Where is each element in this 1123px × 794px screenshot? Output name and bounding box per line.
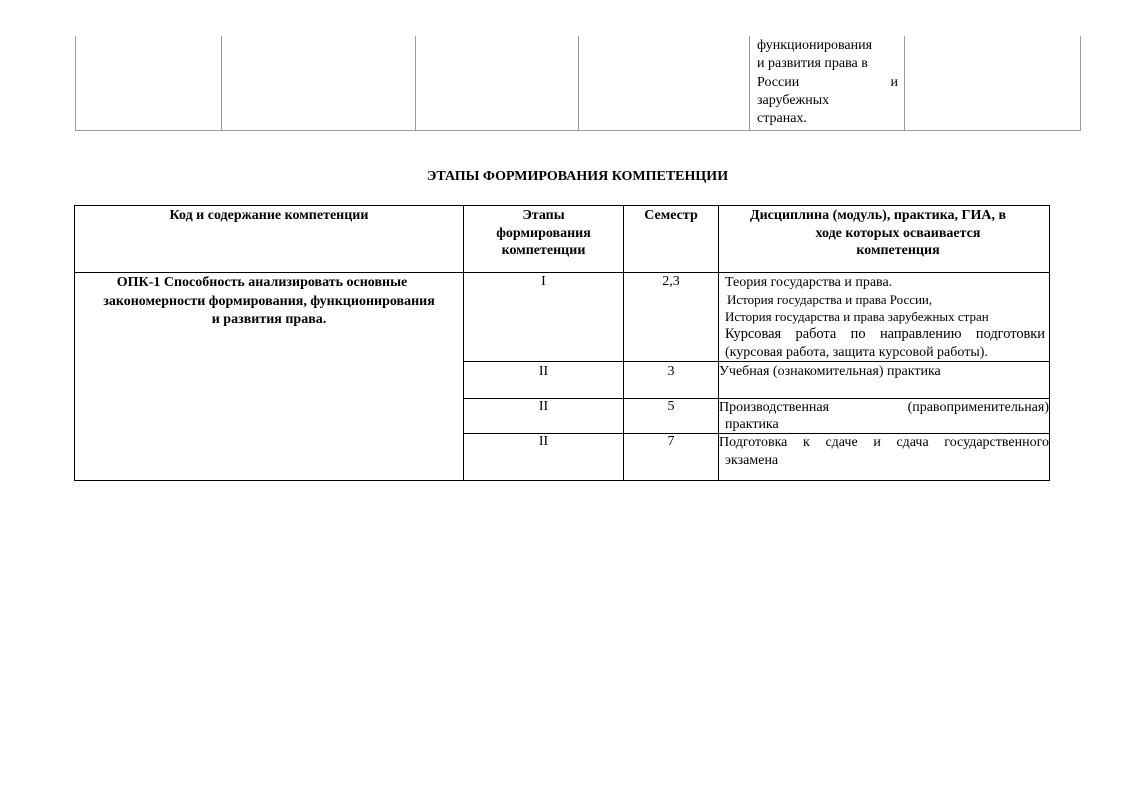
semester-cell: 5	[667, 399, 675, 414]
semester-cell: 3	[667, 364, 675, 379]
discipline-line: История государства и права России,	[727, 292, 933, 307]
column-divider	[749, 36, 750, 131]
continued-cell-text	[757, 37, 898, 128]
discipline-line: Курсовая работа по направлению подготовки	[725, 326, 1045, 342]
text-line: зарубежных	[757, 92, 830, 108]
header-code: Код и содержание компетенции	[169, 208, 369, 223]
discipline-line: Теория государства и права.	[725, 275, 893, 290]
header-line: Этапы	[522, 208, 565, 223]
section-title: ЭТАПЫ ФОРМИРОВАНИЯ КОМПЕТЕНЦИИ	[426, 169, 729, 184]
column-divider	[1080, 36, 1081, 131]
semester-cell: 2,3	[662, 274, 680, 289]
column-divider	[578, 36, 579, 131]
semester-cell: 7	[667, 434, 675, 449]
table-top-border	[74, 205, 1050, 206]
stage-cell: II	[538, 399, 549, 414]
stage-cell: II	[538, 434, 549, 449]
text-word: России	[757, 74, 800, 90]
header-semester: Семестр	[644, 208, 698, 223]
text-line: функционирования	[757, 38, 873, 53]
column-divider	[75, 36, 76, 131]
table-bottom-border	[74, 480, 1050, 481]
text-line: и развития права в	[757, 56, 868, 72]
header-line: компетенция	[856, 243, 940, 258]
discipline-line: Учебная (ознакомительная) практика	[719, 364, 941, 379]
column-divider	[415, 36, 416, 131]
discipline-line: экзамена	[725, 453, 779, 468]
column-divider	[221, 36, 222, 131]
text-word: и	[890, 74, 898, 90]
text-line-group	[757, 74, 898, 92]
header-line: ходе которых осваивается	[815, 225, 981, 241]
text-line: странах.	[757, 111, 807, 127]
discipline-line: Подготовка к сдаче и сдача государственного	[719, 435, 1049, 450]
competence-line: ОПК-1 Способность анализировать основные	[116, 275, 408, 290]
discipline-line: История государства и права зарубежных стран	[725, 309, 989, 324]
header-discipline	[719, 207, 1049, 260]
stage-cell: II	[538, 364, 549, 379]
competence-line: и развития права.	[211, 312, 327, 327]
column-divider	[1049, 205, 1050, 481]
header-stages	[464, 207, 623, 260]
header-bottom-border	[74, 272, 1050, 273]
column-divider	[904, 36, 905, 131]
discipline-line: Производственная (правоприменительная)	[719, 400, 1049, 415]
discipline-cell	[719, 434, 1049, 470]
header-line: Дисциплина (модуль), практика, ГИА, в	[749, 208, 1007, 223]
stage-cell: I	[541, 274, 546, 289]
discipline-cell	[725, 274, 1045, 362]
competence-line: закономерности формирования, функционирования	[103, 293, 435, 309]
competence-cell	[75, 274, 463, 330]
discipline-line: практика	[725, 417, 779, 432]
discipline-cell	[719, 364, 1049, 380]
discipline-line: (курсовая работа, защита курсовой работы).	[725, 345, 988, 360]
header-line: компетенции	[501, 243, 586, 258]
header-line: формирования	[496, 225, 591, 241]
discipline-cell	[719, 399, 1049, 433]
column-divider	[74, 205, 75, 481]
